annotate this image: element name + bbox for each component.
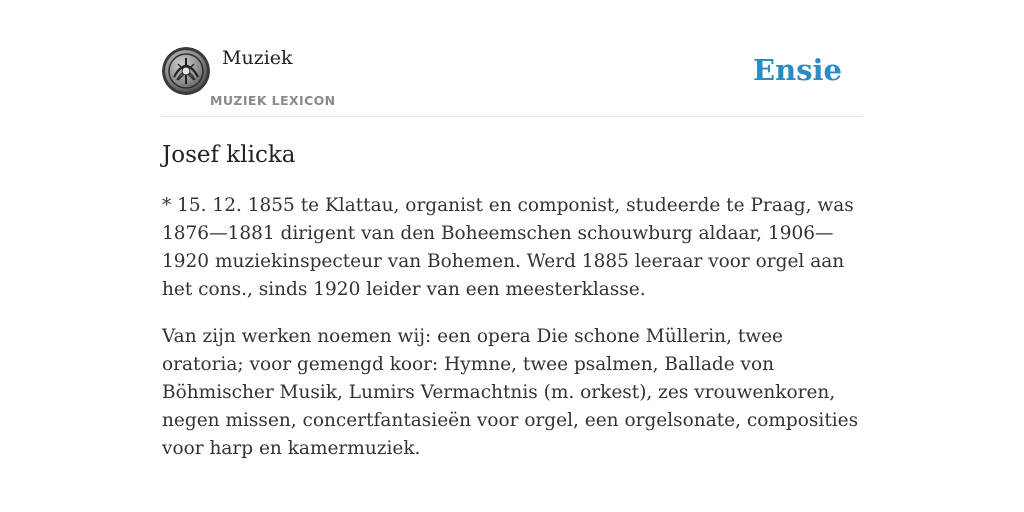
brand-logo-link[interactable]: Ensie [753, 53, 842, 87]
article-paragraph: * 15. 12. 1855 te Klattau, organist en componist, studeerde te Praag, was 1876—1881 dirigent van den Boheemschen schouwburg aldaar, 1906—1920 muziekinspecteur van Bohemen. Werd 1885 leeraar voor orgel aan het cons., sinds 1920 leider van een meesterklasse. [162, 195, 854, 300]
article-paragraph: Van zijn werken noemen wij: een opera Die schone Müllerin, twee oratoria; voor gemengd koor: Hymne, twee psalmen, Ballade von Böhmischer Musik, Lumirs Vermachtnis (m. orkest), zes vrouwenkoren, negen missen, concertfantasieën voor orgel, een orgelsonate, composities voor harp en kamermuziek. [162, 326, 859, 459]
article-title: Josef klicka [162, 142, 296, 168]
medallion-icon[interactable] [162, 47, 210, 95]
source-subtitle[interactable]: MUZIEK LEXICON [210, 93, 336, 108]
header [162, 44, 862, 117]
source-name[interactable]: Muziek [222, 47, 293, 69]
